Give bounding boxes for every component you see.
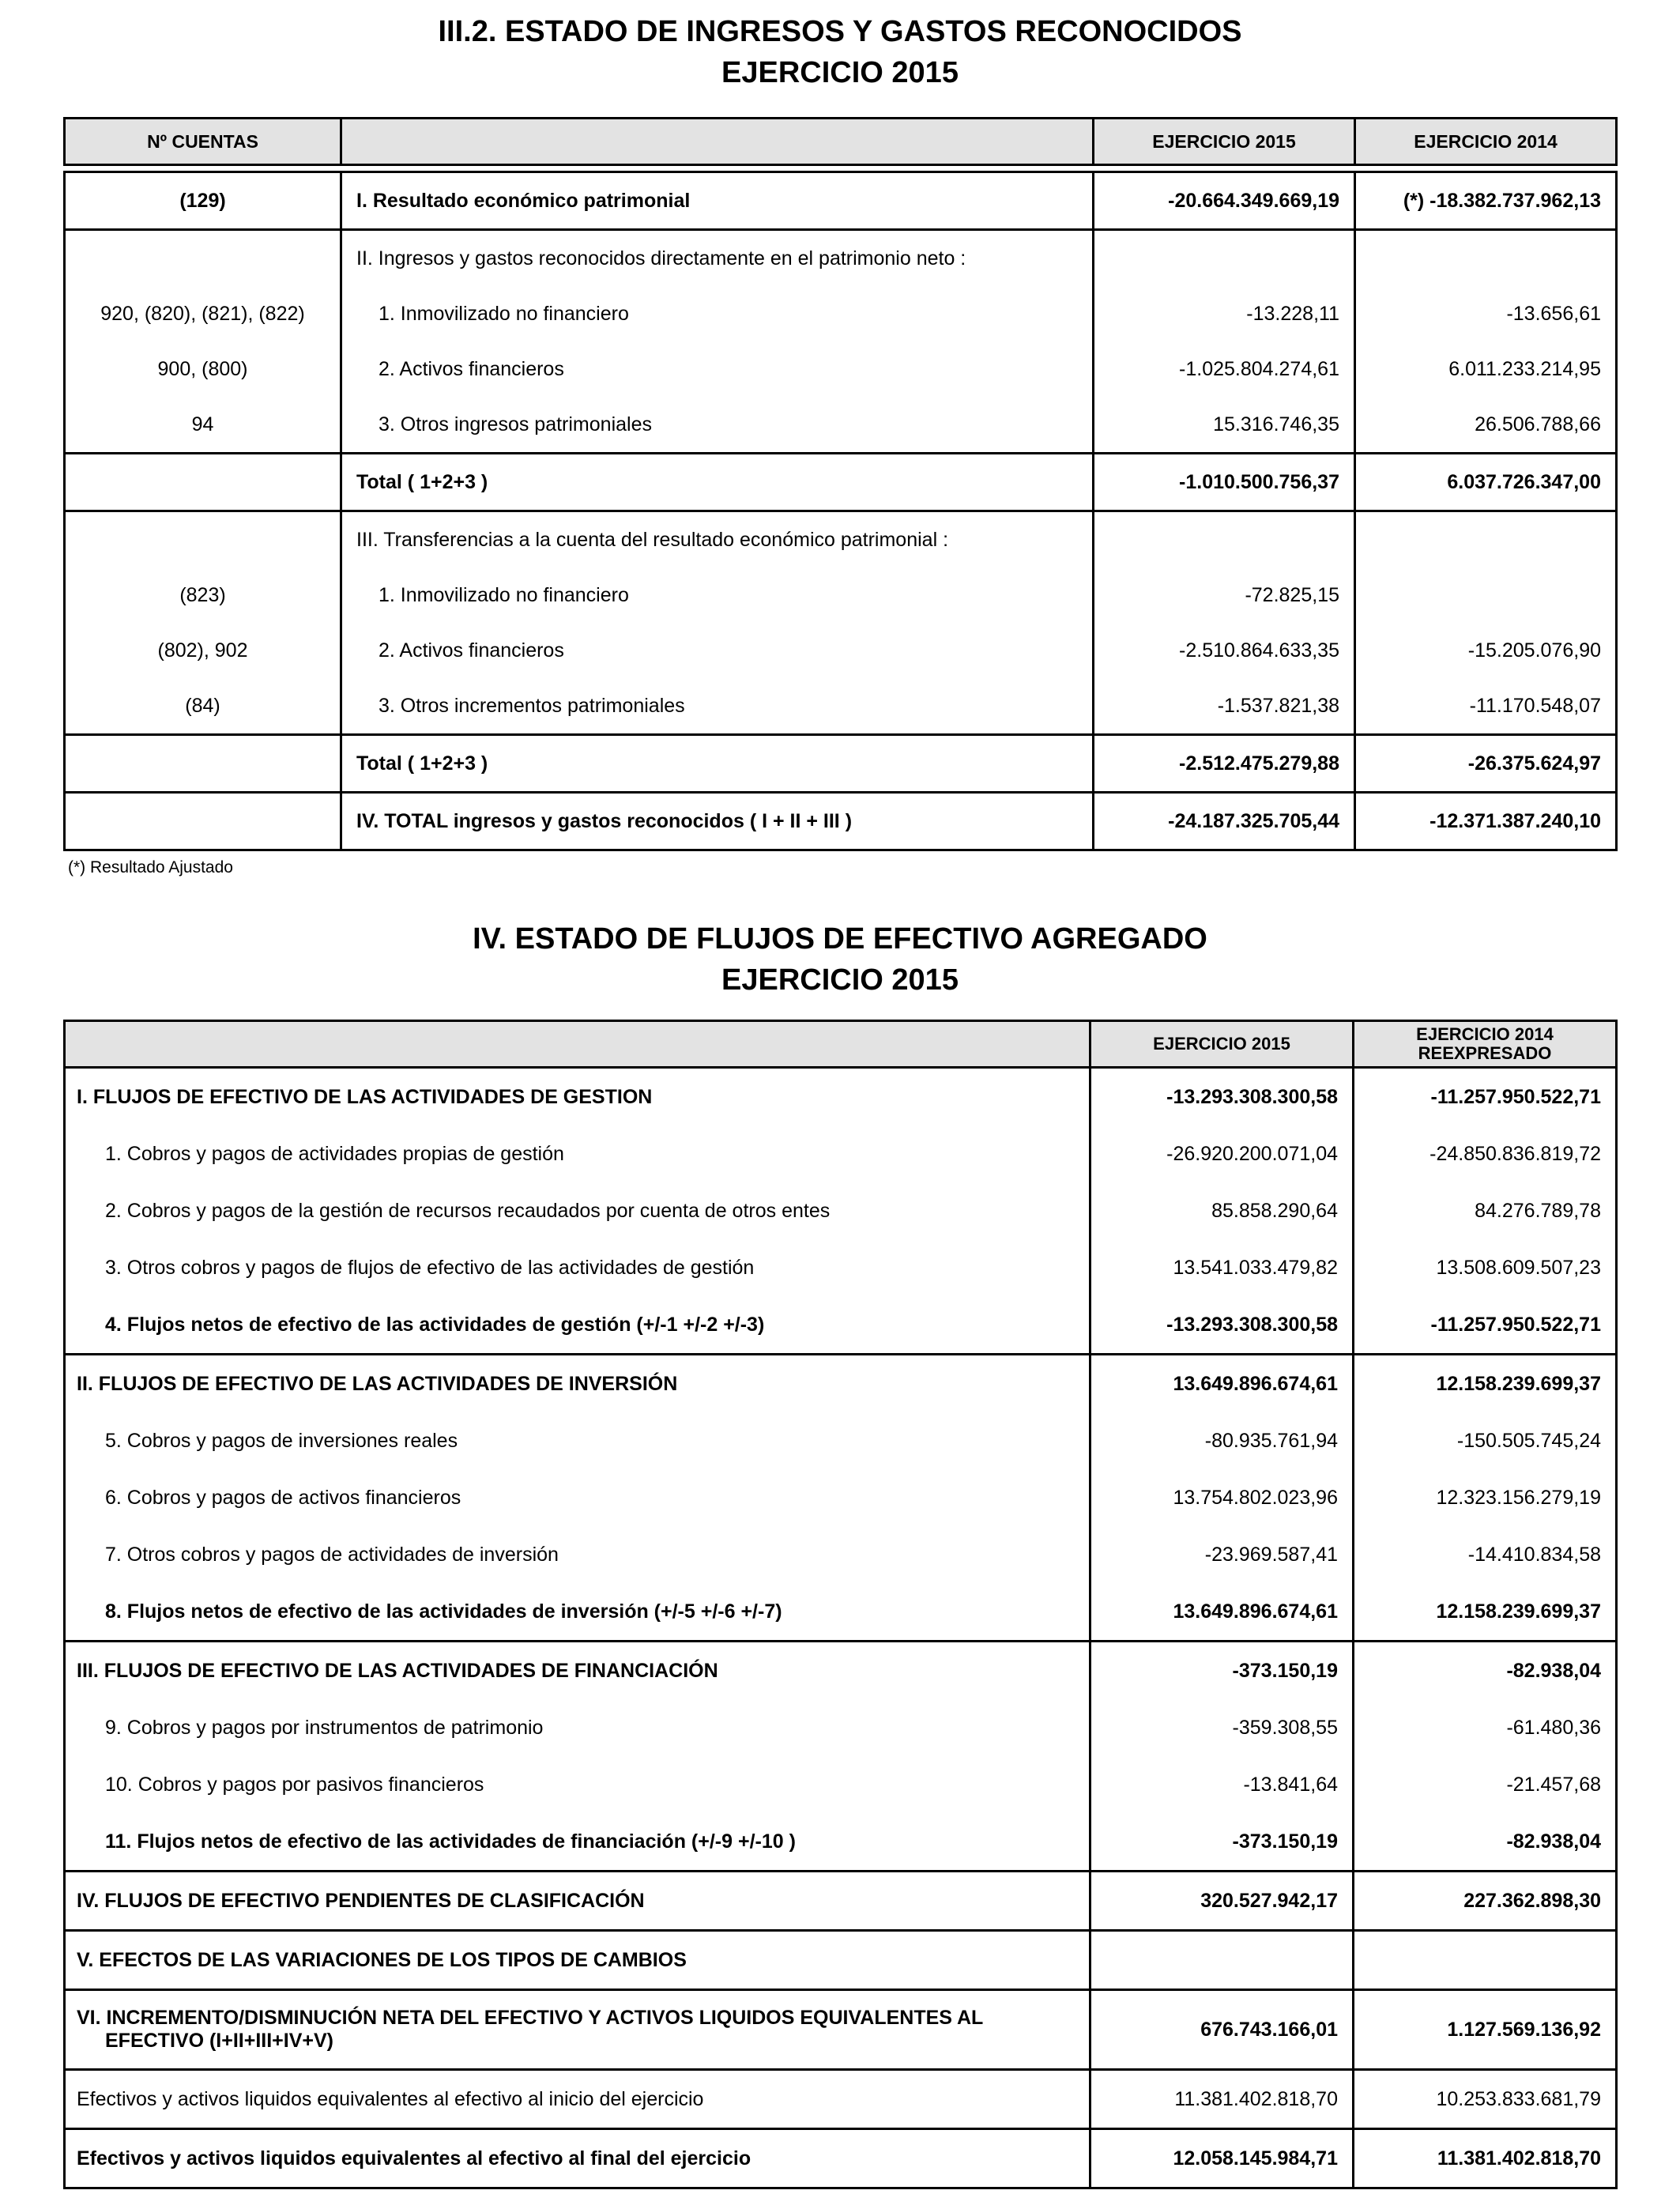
header-2014: EJERCICIO 2014 [1355, 119, 1617, 165]
value-2015: -373.150,19 [1090, 1813, 1354, 1872]
row-label-line1: VI. INCREMENTO/DISMINUCIÓN NETA DEL EFECTIVO Y ACTIVOS LIQUIDOS EQUIVALENTES AL [77, 2007, 984, 2029]
value-2014 [1355, 567, 1617, 623]
value-2014: -14.410.834,58 [1354, 1526, 1617, 1583]
table-row [65, 1125, 1617, 1182]
row-label: 3. Otros ingresos patrimoniales [341, 397, 1094, 454]
value-2014: -150.505.745,24 [1354, 1412, 1617, 1469]
table-row [65, 1756, 1617, 1813]
value-2015: -13.293.308.300,58 [1090, 1068, 1354, 1126]
value-2014: -61.480,36 [1354, 1699, 1617, 1756]
value-2015: -13.293.308.300,58 [1090, 1296, 1354, 1355]
table-header-row [65, 119, 1617, 165]
value-2015: -1.537.821,38 [1094, 678, 1355, 735]
value-2014: -82.938,04 [1354, 1642, 1617, 1700]
value-2014: 1.127.569.136,92 [1354, 1990, 1617, 2070]
table-row [65, 2070, 1617, 2129]
row-label: 6. Cobros y pagos de activos financieros [65, 1469, 1090, 1526]
value-2015: 15.316.746,35 [1094, 397, 1355, 454]
table-row [65, 1642, 1617, 1700]
value-2015: 320.527.942,17 [1090, 1872, 1354, 1931]
section2-title-line1: IV. ESTADO DE FLUJOS DE EFECTIVO AGREGADO [473, 922, 1207, 956]
value-2015: -13.841,64 [1090, 1756, 1354, 1813]
value-2014 [1355, 230, 1617, 287]
row-label: II. FLUJOS DE EFECTIVO DE LAS ACTIVIDADES DE INVERSIÓN [65, 1355, 1090, 1413]
value-2014: -15.205.076,90 [1355, 623, 1617, 678]
value-2015: -2.510.864.633,35 [1094, 623, 1355, 678]
table-row [65, 1526, 1617, 1583]
value-2014: 227.362.898,30 [1354, 1872, 1617, 1931]
row-label: I. FLUJOS DE EFECTIVO DE LAS ACTIVIDADES DE GESTION [65, 1068, 1090, 1126]
table-row [65, 1931, 1617, 1990]
value-2014: -82.938,04 [1354, 1813, 1617, 1872]
row-label: 8. Flujos netos de efectivo de las actividades de inversión (+/-5 +/-6 +/-7) [65, 1583, 1090, 1642]
row-label: V. EFECTOS DE LAS VARIACIONES DE LOS TIPOS DE CAMBIOS [65, 1931, 1090, 1990]
value-2015: 11.381.402.818,70 [1090, 2070, 1354, 2129]
value-2014: 11.381.402.818,70 [1354, 2129, 1617, 2188]
table-row [65, 172, 1617, 230]
value-2015 [1090, 1931, 1354, 1990]
table-row [65, 286, 1617, 341]
value-2014: -21.457,68 [1354, 1756, 1617, 1813]
account-code [65, 793, 341, 850]
value-2015: -373.150,19 [1090, 1642, 1354, 1700]
table-row [65, 1412, 1617, 1469]
header-2015: EJERCICIO 2015 [1090, 1021, 1354, 1068]
account-code: 900, (800) [65, 341, 341, 397]
account-code [65, 454, 341, 511]
row-label [65, 1990, 1090, 2070]
value-2014: 12.158.239.699,37 [1354, 1583, 1617, 1642]
value-2014: -24.850.836.819,72 [1354, 1125, 1617, 1182]
table-row [65, 1239, 1617, 1296]
row-label: Total ( 1+2+3 ) [341, 735, 1094, 793]
value-2014: 6.037.726.347,00 [1355, 454, 1617, 511]
value-2015 [1094, 230, 1355, 287]
value-2014: -11.170.548,07 [1355, 678, 1617, 735]
row-label: 11. Flujos netos de efectivo de las actividades de financiación (+/-9 +/-10 ) [65, 1813, 1090, 1872]
row-label: 9. Cobros y pagos por instrumentos de patrimonio [65, 1699, 1090, 1756]
account-code: 920, (820), (821), (822) [65, 286, 341, 341]
account-code [65, 230, 341, 287]
value-2014 [1355, 511, 1617, 568]
row-label: 1. Inmovilizado no financiero [341, 567, 1094, 623]
footnote: (*) Resultado Ajustado [68, 858, 233, 876]
row-label: Efectivos y activos liquidos equivalentes al efectivo al inicio del ejercicio [65, 2070, 1090, 2129]
value-2015: -24.187.325.705,44 [1094, 793, 1355, 850]
value-2014: 12.158.239.699,37 [1354, 1355, 1617, 1413]
header-2014-line1: EJERCICIO 2014 [1416, 1024, 1554, 1044]
value-2015: 676.743.166,01 [1090, 1990, 1354, 2070]
value-2015: 12.058.145.984,71 [1090, 2129, 1354, 2188]
row-label: II. Ingresos y gastos reconocidos directamente en el patrimonio neto : [341, 230, 1094, 287]
table-row [65, 1990, 1617, 2070]
value-2014: -11.257.950.522,71 [1354, 1296, 1617, 1355]
table-row [65, 623, 1617, 678]
table-row [65, 1296, 1617, 1355]
table-row [65, 1872, 1617, 1931]
row-label: 3. Otros incrementos patrimoniales [341, 678, 1094, 735]
row-label: 10. Cobros y pagos por pasivos financieros [65, 1756, 1090, 1813]
table-row [65, 567, 1617, 623]
account-code: (802), 902 [65, 623, 341, 678]
row-label: 2. Cobros y pagos de la gestión de recursos recaudados por cuenta de otros entes [65, 1182, 1090, 1239]
table-row [65, 1068, 1617, 1126]
value-2014: 13.508.609.507,23 [1354, 1239, 1617, 1296]
table-row [65, 397, 1617, 454]
section1-title [0, 11, 1680, 93]
row-label: III. FLUJOS DE EFECTIVO DE LAS ACTIVIDADES DE FINANCIACIÓN [65, 1642, 1090, 1700]
value-2015: -359.308,55 [1090, 1699, 1354, 1756]
row-label: 2. Activos financieros [341, 623, 1094, 678]
table-row [65, 678, 1617, 735]
section2-title [0, 918, 1680, 1001]
row-label: 7. Otros cobros y pagos de actividades de inversión [65, 1526, 1090, 1583]
row-label: I. Resultado económico patrimonial [341, 172, 1094, 230]
value-2015: -23.969.587,41 [1090, 1526, 1354, 1583]
value-2015: -2.512.475.279,88 [1094, 735, 1355, 793]
value-2014: -11.257.950.522,71 [1354, 1068, 1617, 1126]
row-label: Total ( 1+2+3 ) [341, 454, 1094, 511]
value-2015: -20.664.349.669,19 [1094, 172, 1355, 230]
row-label: 4. Flujos netos de efectivo de las actividades de gestión (+/-1 +/-2 +/-3) [65, 1296, 1090, 1355]
header-2015: EJERCICIO 2015 [1094, 119, 1355, 165]
value-2015: 13.541.033.479,82 [1090, 1239, 1354, 1296]
value-2015: 13.649.896.674,61 [1090, 1583, 1354, 1642]
row-label: IV. TOTAL ingresos y gastos reconocidos ( I + II + III ) [341, 793, 1094, 850]
table-row [65, 1583, 1617, 1642]
header-cuentas: Nº CUENTAS [65, 119, 341, 165]
grand-total-row [65, 793, 1617, 850]
flujos-efectivo-table [63, 1020, 1618, 2189]
section1-title-line2: EJERCICIO 2015 [721, 56, 959, 89]
value-2014: 10.253.833.681,79 [1354, 2070, 1617, 2129]
header-2014 [1354, 1021, 1617, 1068]
value-2015 [1094, 511, 1355, 568]
account-code: (823) [65, 567, 341, 623]
value-2015: -26.920.200.071,04 [1090, 1125, 1354, 1182]
row-label-line2: EFECTIVO (I+II+III+IV+V) [105, 2030, 333, 2052]
account-code: 94 [65, 397, 341, 454]
table-row [65, 1699, 1617, 1756]
header-blank [65, 1021, 1090, 1068]
value-2015: -1.025.804.274,61 [1094, 341, 1355, 397]
table-row [65, 511, 1617, 568]
value-2014: 84.276.789,78 [1354, 1182, 1617, 1239]
value-2015: 13.649.896.674,61 [1090, 1355, 1354, 1413]
table-header-row [65, 1021, 1617, 1068]
value-2015: -72.825,15 [1094, 567, 1355, 623]
value-2014: 26.506.788,66 [1355, 397, 1617, 454]
ingresos-gastos-table [63, 117, 1618, 851]
value-2015: -80.935.761,94 [1090, 1412, 1354, 1469]
value-2014: -26.375.624,97 [1355, 735, 1617, 793]
account-code [65, 511, 341, 568]
total-row [65, 735, 1617, 793]
value-2014: 6.011.233.214,95 [1355, 341, 1617, 397]
row-label: 2. Activos financieros [341, 341, 1094, 397]
account-code [65, 735, 341, 793]
row-label: 1. Cobros y pagos de actividades propias de gestión [65, 1125, 1090, 1182]
value-2014: -12.371.387.240,10 [1355, 793, 1617, 850]
header-2014-line2: REEXPRESADO [1418, 1043, 1552, 1063]
table-row [65, 1182, 1617, 1239]
table-row [65, 2129, 1617, 2188]
value-2014: 12.323.156.279,19 [1354, 1469, 1617, 1526]
value-2015: 13.754.802.023,96 [1090, 1469, 1354, 1526]
header-blank [341, 119, 1094, 165]
table-row [65, 1813, 1617, 1872]
row-label: 3. Otros cobros y pagos de flujos de efectivo de las actividades de gestión [65, 1239, 1090, 1296]
value-2014: (*) -18.382.737.962,13 [1355, 172, 1617, 230]
table-row [65, 1469, 1617, 1526]
section2-title-line2: EJERCICIO 2015 [721, 963, 959, 997]
value-2015: -1.010.500.756,37 [1094, 454, 1355, 511]
row-label: IV. FLUJOS DE EFECTIVO PENDIENTES DE CLASIFICACIÓN [65, 1872, 1090, 1931]
section1-title-line1: III.2. ESTADO DE INGRESOS Y GASTOS RECONOCIDOS [438, 15, 1242, 48]
row-label: Efectivos y activos liquidos equivalentes al efectivo al final del ejercicio [65, 2129, 1090, 2188]
value-2014: -13.656,61 [1355, 286, 1617, 341]
table-row [65, 230, 1617, 287]
table-row [65, 341, 1617, 397]
value-2015: 85.858.290,64 [1090, 1182, 1354, 1239]
value-2014 [1354, 1931, 1617, 1990]
row-label: 1. Inmovilizado no financiero [341, 286, 1094, 341]
total-row [65, 454, 1617, 511]
account-code: (84) [65, 678, 341, 735]
table-row [65, 1355, 1617, 1413]
account-code: (129) [65, 172, 341, 230]
row-label: III. Transferencias a la cuenta del resultado económico patrimonial : [341, 511, 1094, 568]
value-2015: -13.228,11 [1094, 286, 1355, 341]
row-label: 5. Cobros y pagos de inversiones reales [65, 1412, 1090, 1469]
